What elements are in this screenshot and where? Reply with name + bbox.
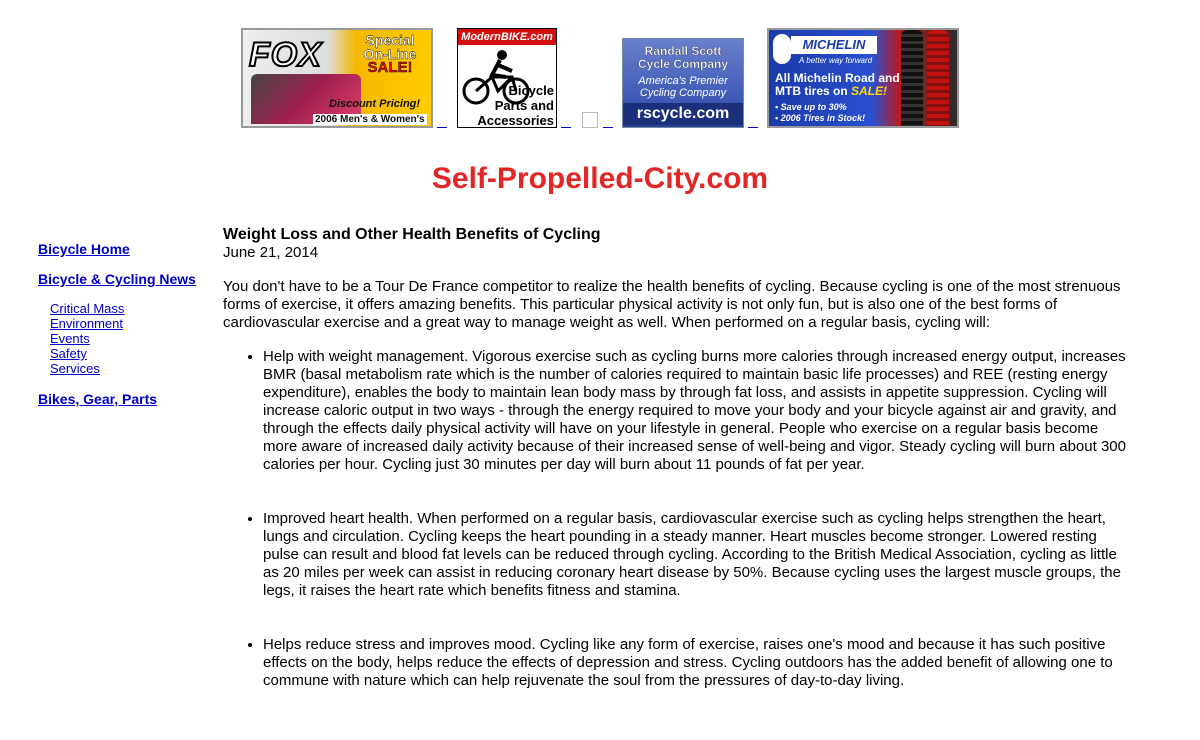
fox-mens-womens-text: 2006 Men's & Women's — [315, 114, 425, 125]
michelin-man-icon — [773, 34, 791, 64]
modernbike-ad-banner[interactable] — [457, 28, 557, 128]
article — [223, 226, 1133, 690]
michelin-logo: MICHELIN — [791, 36, 877, 54]
randall-scott-ad-banner[interactable] — [622, 38, 744, 128]
ad-link-underline — [603, 113, 613, 128]
article-intro: You don't have to be a Tour De France competitor to realize the health benefits of cycling. Because cycling is one of the most strenuous forms of exercise, it offers amazing benefits. This particular physical activity is not only fun, but is also one of the best forms of cardiovascular exercise and a great way to manage weight as well. When performed on a regular basis, cycling will: — [223, 278, 1121, 331]
randall-scott-name: Randall Scott Cycle Company — [637, 44, 729, 71]
michelin-headline: All Michelin Road and MTB tires on SALE! — [775, 71, 900, 98]
subnav-environment[interactable]: Environment — [50, 316, 123, 331]
randall-scott-tagline: America's Premier Cycling Company — [638, 75, 728, 99]
benefits-list — [223, 348, 1133, 690]
ad-link-underline — [748, 113, 758, 128]
modernbike-text: Bicycle Parts and Accessories — [477, 83, 554, 128]
ad-link-underline — [437, 113, 447, 128]
broken-image-icon[interactable] — [582, 112, 598, 128]
tire-image — [927, 30, 949, 128]
nav-bikes-gear-parts[interactable]: Bikes, Gear, Parts — [38, 391, 158, 407]
michelin-ad-banner[interactable] — [767, 28, 959, 128]
article-title: Weight Loss and Other Health Benefits of Cycling — [223, 226, 601, 243]
nav-bicycle-cycling-news[interactable]: Bicycle & Cycling News — [38, 271, 196, 287]
subnav-safety[interactable]: Safety — [50, 346, 87, 361]
site-title: Self-Propelled-City.com — [431, 162, 769, 195]
subnav-services[interactable]: Services — [50, 361, 100, 376]
subnav-critical-mass[interactable]: Critical Mass — [50, 301, 125, 316]
news-subnav — [50, 301, 124, 376]
fox-ad-banner[interactable] — [241, 28, 433, 128]
list-item: • Help with weight management. Vigorous exercise such as cycling burns more calories through increased energy output, increases BMR (basal metabolism rate which is the number of calories required to maintain basic life processes) and REE (resting energy expenditure), enables the body to maintain lean body mass by through fat loss, and assists in appetite suppression. Cycling will increase caloric output in two ways - through the energy required to move your body and your bicycle against air and gravity, and through the effects daily physical activity will have on your lifestyle in general. People who exercise on a regular basis become more aware of increased daily activity because of their increased sense of well-being and vigor. Steady cycling will burn about 300 calories per hour. Cycling just 30 minutes per day will burn about 11 pounds of fat per year. — [263, 348, 1133, 474]
subnav-events[interactable]: Events — [50, 331, 90, 346]
modernbike-brand: ModernBIKE.com — [458, 29, 556, 45]
randall-scott-url: rscycle.com — [623, 103, 743, 125]
article-date: June 21, 2014 — [223, 244, 319, 261]
list-item: • Improved heart health. When performed on a regular basis, cardiovascular exercise such as cycling helps strengthen the heart, lungs and circulation. Cycling keeps the heart pounding in a steady manner. Heart muscles become stronger. Lowered resting pulse can result and blood fat levels can be reduced through cycling. According to the British Medical Association, cycling as little as 20 miles per week can assist in reducing coronary heart disease by 50%. Because cycling uses the largest muscle groups, the legs, it raises the heart rate which benefits fitness and stamina. — [263, 510, 1133, 600]
fox-sale-text: Special On-Line SALE! — [363, 32, 417, 76]
fox-logo: FOX — [249, 36, 322, 74]
nav-bicycle-home[interactable]: Bicycle Home — [38, 241, 130, 257]
fox-discount-text: Discount Pricing! — [329, 98, 421, 110]
michelin-tagline: A better way forward — [799, 56, 873, 65]
list-item: • Helps reduce stress and improves mood. Cycling like any form of exercise, raises one's mood and because it has such positive effects on the body, helps reduce the effects of depression and stress. Cycling outdoors has the added benefit of allowing one to commune with nature which can help rejuvenate the soul from the pressures of day-to-day living. — [263, 636, 1133, 690]
michelin-bullets: • Save up to 30% • 2006 Tires in Stock! — [775, 102, 866, 123]
ad-link-underline — [561, 113, 571, 128]
